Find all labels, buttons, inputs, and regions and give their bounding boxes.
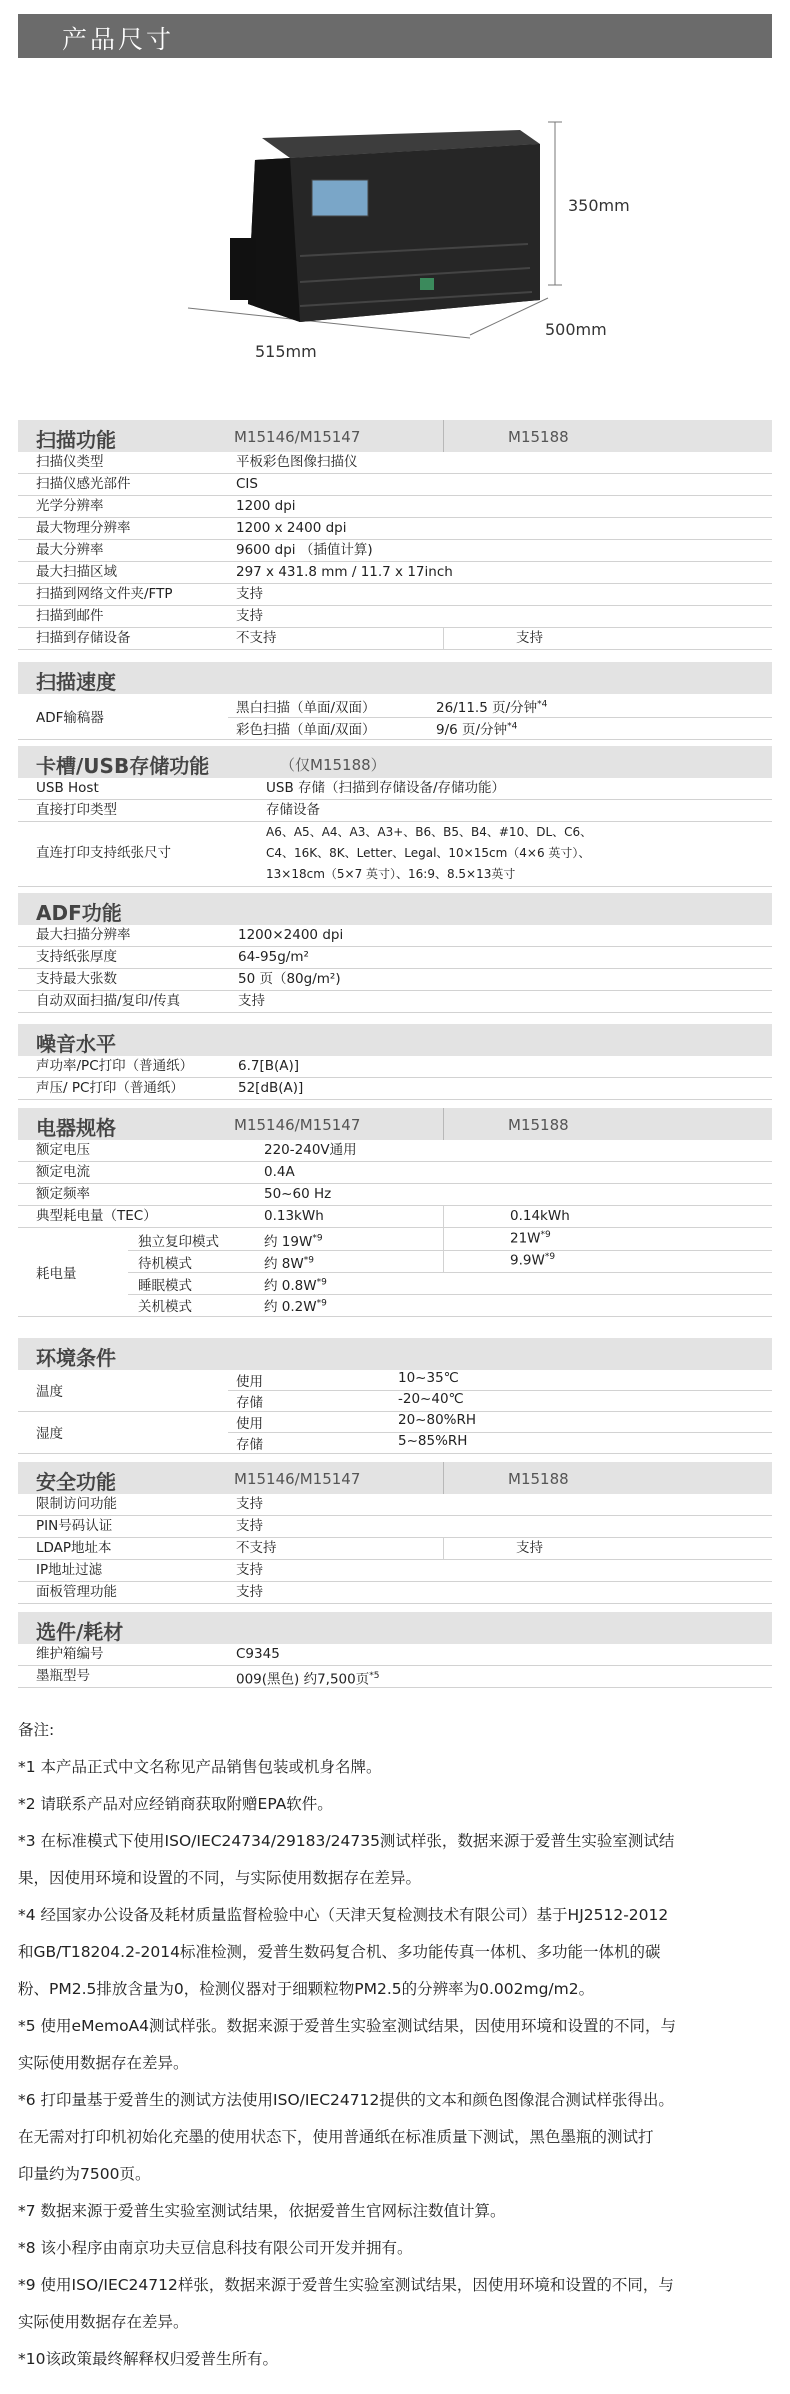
depth-label: 500mm (545, 320, 607, 339)
note-line: *3 在标准模式下使用ISO/IEC24734/29183/24735测试样张，数据来源于爱普生实验室测试结 (18, 1832, 675, 1850)
spec-row: 扫描仪类型 平板彩色图像扫描仪 (18, 452, 772, 474)
spec-row: LDAP地址本 不支持 支持 (18, 1538, 772, 1560)
spec-row: 额定电流 0.4A (18, 1162, 772, 1184)
security-title: 安全功能 (36, 1470, 116, 1494)
note-line: *5 使用eMemoA4测试样张。数据来源于爱普生实验室测试结果，因使用环境和设置的不同，与 (18, 2017, 677, 2035)
security-section: 安全功能 M15146/M15147 M15188 限制访问功能 支持 PIN号码认证 支持 LDAP地址本 不支持 支持 IP地址过滤 支持 面板管理功能 支持 (18, 1462, 772, 1604)
spec-row: 最大分辨率 9600 dpi （插值计算) (18, 540, 772, 562)
width-label: 515mm (255, 342, 317, 361)
spec-row: 声压/ PC打印（普通纸） 52[dB(A)] (18, 1078, 772, 1100)
usb-section (18, 746, 772, 887)
spec-row: 额定频率 50~60 Hz (18, 1184, 772, 1206)
note-line: 实际使用数据存在差异。 (18, 2054, 189, 2072)
notes-section (18, 1712, 772, 2378)
scan-section (18, 420, 772, 650)
scan-speed-section: 扫描速度 ADF输稿器 黑白扫描（单面/双面） 26/11.5 页/分钟$^{*4}$ 彩色扫描（单面/双面） 9/6 页/分钟$^{*4}$ (18, 662, 772, 734)
note-line: *10该政策最终解释权归爱普生所有。 (18, 2350, 278, 2368)
spec-row: 扫描到存储设备 不支持 支持 (18, 628, 772, 650)
section-banner (18, 14, 772, 58)
spec-row: 最大扫描分辨率 1200×2400 dpi (18, 925, 772, 947)
spec-row: USB Host USB 存储（扫描到存储设备/存储功能） (18, 778, 772, 800)
note-line: 印量约为7500页。 (18, 2165, 151, 2183)
spec-row: 维护箱编号 C9345 (18, 1644, 772, 1666)
spec-row: IP地址过滤 支持 (18, 1560, 772, 1582)
printer-illustration (0, 60, 790, 400)
usb-subtitle: （仅M15188） (280, 756, 386, 774)
env-title: 环境条件 (36, 1346, 116, 1370)
spec-row: 扫描到网络文件夹/FTP 支持 (18, 584, 772, 606)
consumption-block: 耗电量 独立复印模式 约 $19W^{*9}$ $21W^{*9}$ 待机模式 约 $8W^{*9}$ $9.9W^{*9}$ 睡眠模式 约 $0.8W^{*9}$ 关机模式 约 $0.2W^{*9}$ (18, 1228, 772, 1317)
note-line: *6 打印量基于爱普生的测试方法使用ISO/IEC24712提供的文本和颜色图像混合测试样张得出。 (18, 2091, 674, 2109)
spec-row: 面板管理功能 支持 (18, 1582, 772, 1604)
height-label: 350mm (568, 196, 630, 215)
spec-row: 最大物理分辨率 1200 x 2400 dpi (18, 518, 772, 540)
scan-title: 扫描功能 (36, 428, 116, 452)
banner-title: 产品尺寸 (62, 25, 175, 54)
power-title: 电器规格 (36, 1116, 116, 1140)
scan-col2: M15188 (508, 428, 569, 446)
spec-row: 支持最大张数 50 页（80g/m²) (18, 969, 772, 991)
spec-row: 直接打印类型 存储设备 (18, 800, 772, 822)
spec-row: 最大扫描区域 297 x 431.8 mm / 11.7 x 17inch (18, 562, 772, 584)
power-section: 电器规格 M15146/M15147 M15188 额定电压 220-240V通用 额定电流 0.4A 额定频率 50~60 Hz 典型耗电量（TEC） 0.13kWh 0.14kWh 耗电量 独立复印模式 约 $19W^{*9}$ $21W^{*9}$ 待机模式 约 $8W^{*9}$ $9.9W^{*9}$ 睡眠模式 约 $0.8W^{*9}$ 关机模式 约 $0.2W^{*9}$ (18, 1108, 772, 1317)
adf-label: ADF输稿器 (36, 710, 104, 726)
spec-row: 光学分辨率 1200 dpi (18, 496, 772, 518)
spec-row: 支持纸张厚度 64-95g/m² (18, 947, 772, 969)
note-line: *2 请联系产品对应经销商获取附赠EPA软件。 (18, 1795, 333, 1813)
spec-row: 额定电压 220-240V通用 (18, 1140, 772, 1162)
spec-row: 限制访问功能 支持 (18, 1494, 772, 1516)
note-line: 实际使用数据存在差异。 (18, 2313, 189, 2331)
adf-title: ADF功能 (36, 901, 122, 925)
note-line: 粉、PM2.5排放含量为0，检测仪器对于细颗粒物PM2.5的分辨率为0.002mg/m2。 (18, 1980, 595, 1998)
note-line: *4 经国家办公设备及耗材质量监督检验中心（天津天复检测技术有限公司）基于HJ2512-2012 (18, 1906, 669, 1924)
note-line: 果，因使用环境和设置的不同，与实际使用数据存在差异。 (18, 1869, 422, 1887)
usb-title: 卡槽/USB存储功能 (36, 754, 210, 778)
product-dimension-figure (0, 60, 790, 400)
note-line: *7 数据来源于爱普生实验室测试结果，依据爱普生官网标注数值计算。 (18, 2202, 506, 2220)
spec-row: PIN号码认证 支持 (18, 1516, 772, 1538)
note-line: *1 本产品正式中文名称见产品销售包装或机身名牌。 (18, 1758, 382, 1776)
consumables-section (18, 1612, 772, 1688)
note-line: *8 该小程序由南京功夫豆信息科技有限公司开发并拥有。 (18, 2239, 413, 2257)
spec-row: 典型耗电量（TEC） 0.13kWh 0.14kWh (18, 1206, 772, 1228)
spec-row: 墨瓶型号 009(黑色) 约7,500页$^{*5}$ (18, 1666, 772, 1688)
noise-section (18, 1024, 772, 1100)
note-line: 和GB/T18204.2-2014标准检测，爱普生数码复合机、多功能传真一体机、多功能一体机的碳 (18, 1943, 661, 1961)
spec-row: 扫描到邮件 支持 (18, 606, 772, 628)
spec-row: 自动双面扫描/复印/传真 支持 (18, 991, 772, 1013)
noise-title: 噪音水平 (36, 1032, 116, 1056)
scan-col1: M15146/M15147 (234, 428, 361, 446)
spec-row: 直连打印支持纸张尺寸 A6、A5、A4、A3、A3+、B6、B5、B4、#10、DL、C6、 C4、16K、8K、Letter、Legal、10×15cm（4×6 英寸）、 13×18cm（5×7 英寸）、16:9、8.5×13英寸 (18, 822, 772, 887)
note-line: *9 使用ISO/IEC24712样张，数据来源于爱普生实验室测试结果，因使用环境和设置的不同，与 (18, 2276, 674, 2294)
spec-row: 扫描仪感光部件 CIS (18, 474, 772, 496)
notes-title: 备注: (18, 1721, 55, 1739)
adf-section (18, 893, 772, 1013)
speed-title: 扫描速度 (36, 670, 116, 694)
env-section: 环境条件 温度 使用 10~35℃ 存储 -20~40℃ 湿度 使用 20~80%RH 存储 5~85%RH (18, 1338, 772, 1454)
consumables-title: 选件/耗材 (36, 1620, 124, 1644)
note-line: 在无需对打印机初始化充墨的使用状态下，使用普通纸在标准质量下测试，黑色墨瓶的测试打 (18, 2128, 654, 2146)
scan-header (18, 420, 772, 452)
spec-row: 声功率/PC打印（普通纸） 6.7[B(A)] (18, 1056, 772, 1078)
